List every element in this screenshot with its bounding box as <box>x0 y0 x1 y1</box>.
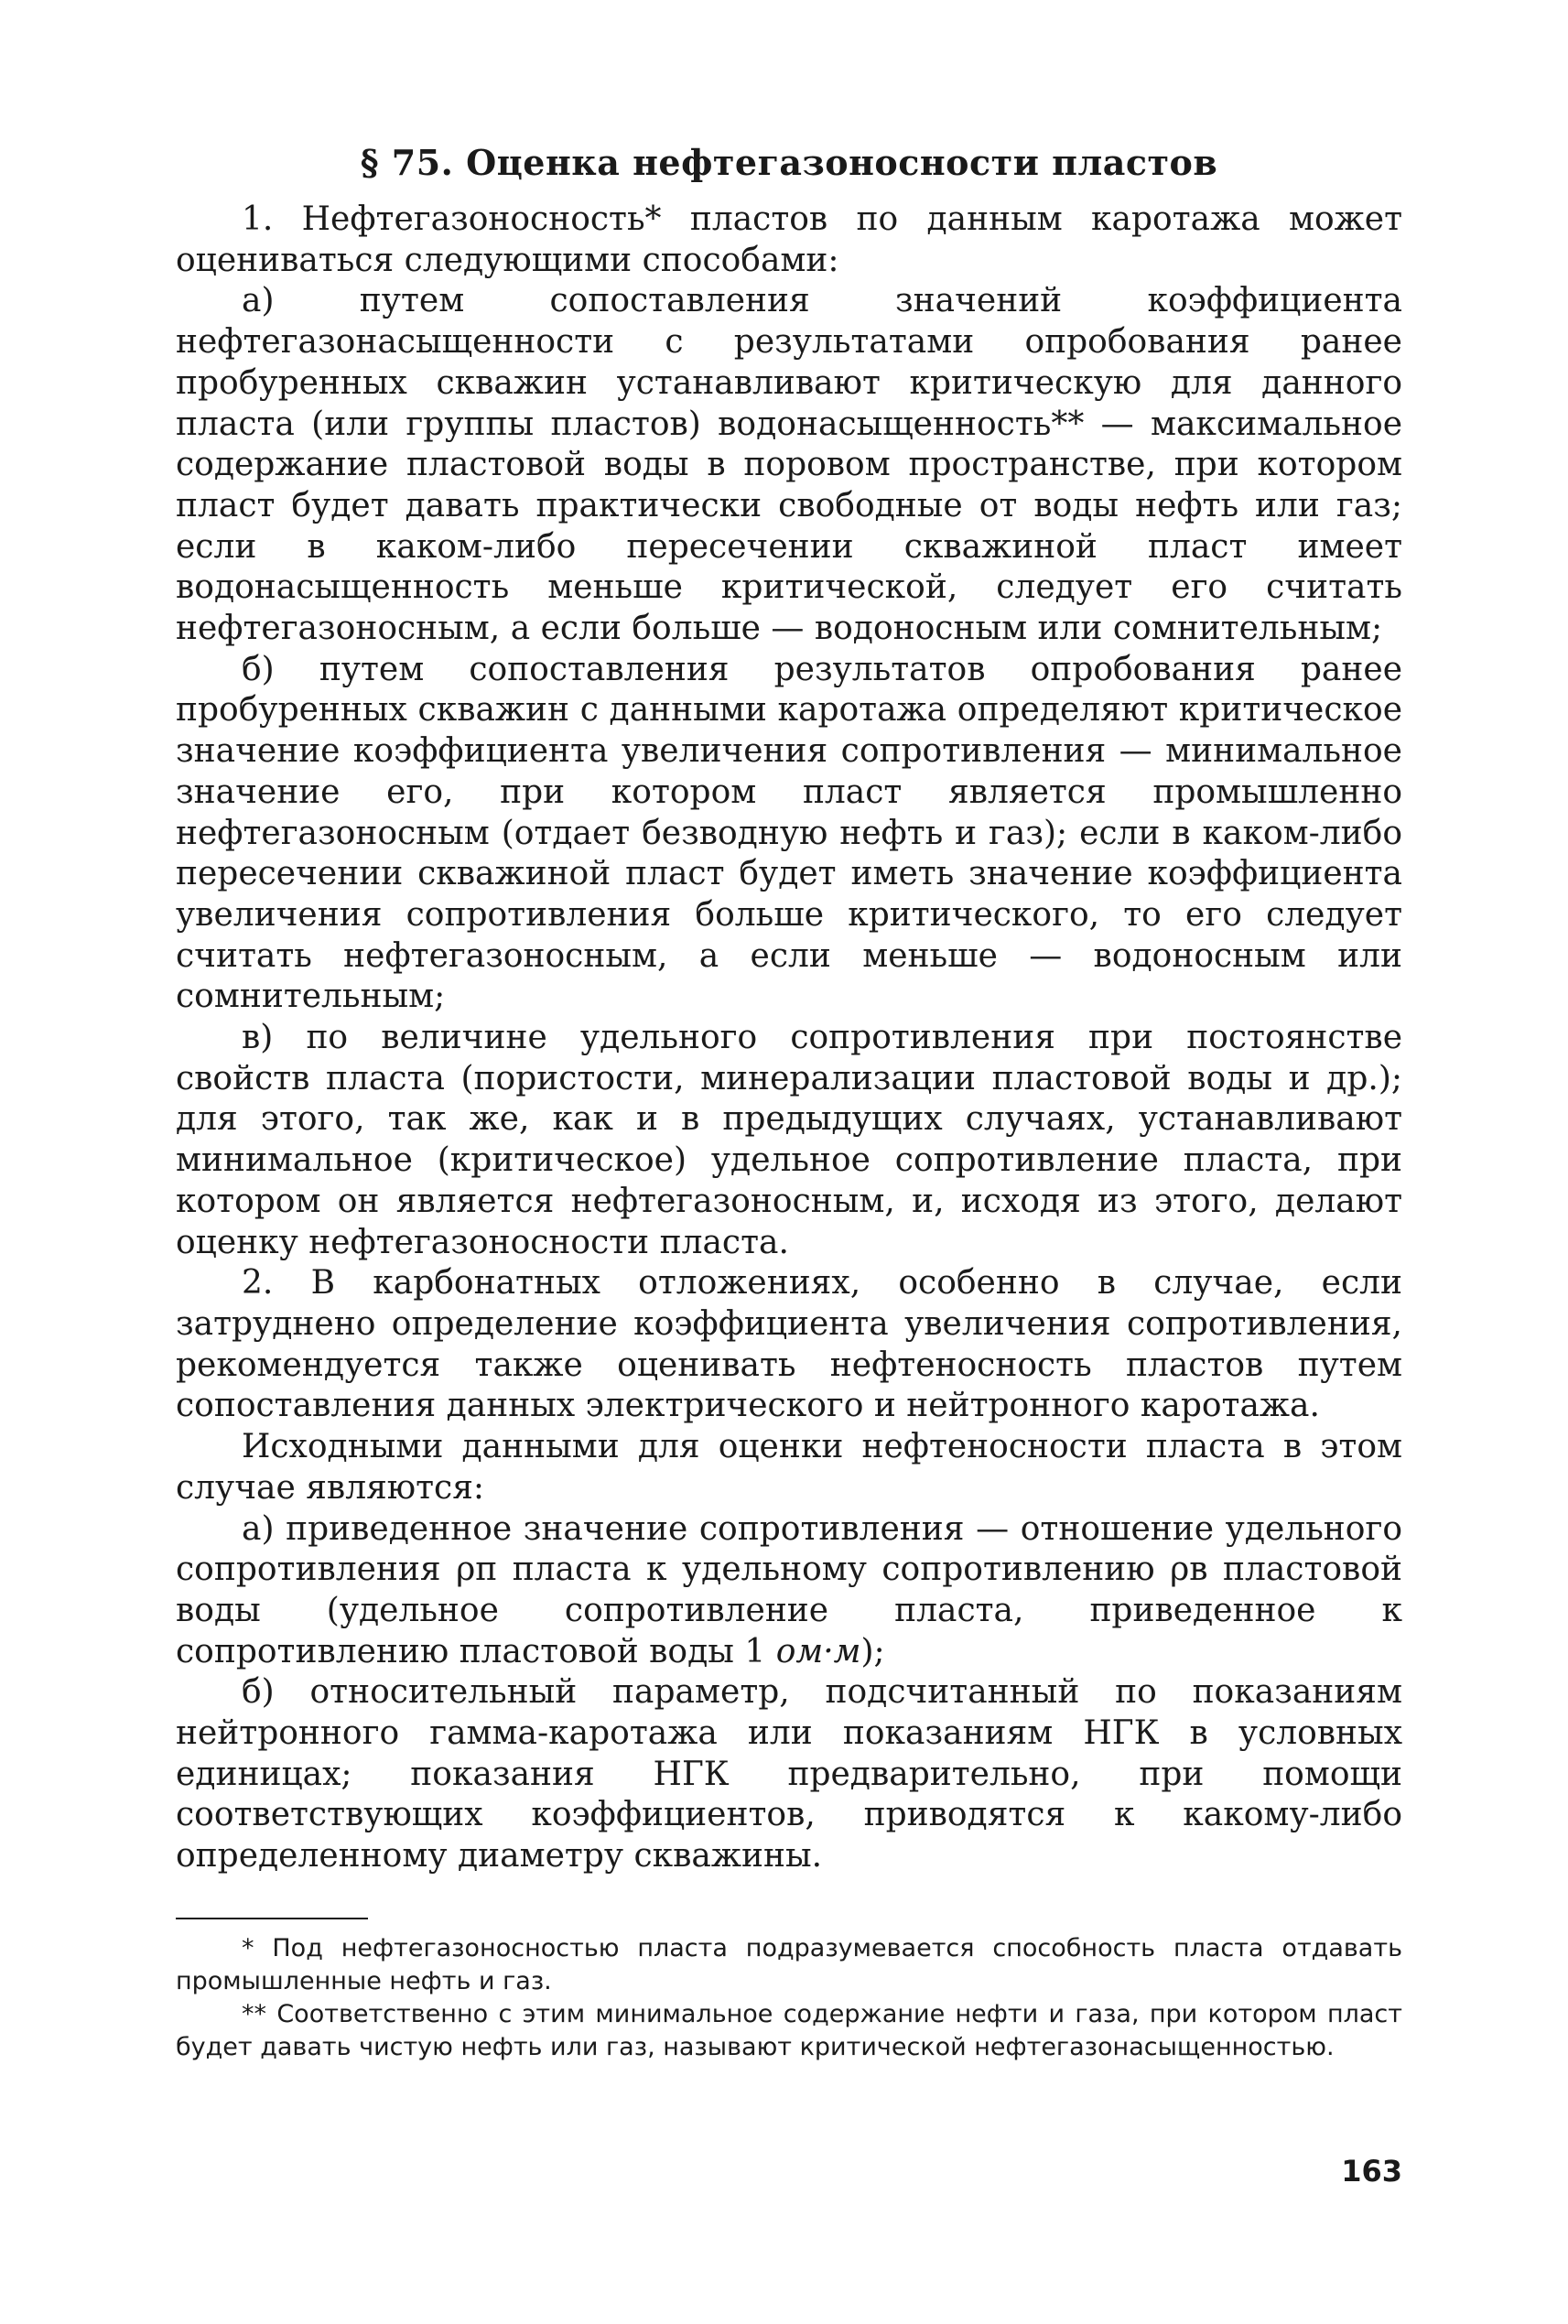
paragraph-2b: б) относительный параметр, подсчитанный по показаниям нейтронного гамма-каротажа или показаниям НГК в условных единицах; показания НГК предварительно, при помощи соответствующих коэффициентов, приводятся к какому-либо определенному диаметру скважины. <box>176 1673 1402 1875</box>
para-2a-text-1: а) приведенное значение сопротивления — отношение удельного сопротивления <box>176 1509 1402 1589</box>
para-2a-text-2: пласта к удельному сопротивлению <box>497 1551 1171 1589</box>
paragraph-1v: в) по величине удельного сопротивления при постоянстве свойств пласта (пористости, минерализации пластовой воды и др.); для этого, так же, как и в предыдущих случаях, устанавливают минимальное (критическое) удельное сопротивление пласта, при котором он является нефтегазоносным, и, исходя из этого, делают оценку нефтегазоносности пласта. <box>176 1019 1402 1261</box>
rho-p-symbol: ρп <box>456 1551 498 1589</box>
para-2a-text-3: пластовой воды (удельное сопротивление пласта, приведенное к сопротивлению пластовой воды 1 <box>176 1551 1402 1670</box>
paragraph-2a <box>176 1509 1402 1673</box>
section-title: § 75. Оценка нефтегазоносности пластов <box>360 142 1218 183</box>
footnote-1: * Под нефтегазоносностью пласта подразумевается способность пласта отдавать промышленные нефть и газ. <box>176 1933 1402 1995</box>
paragraph-1a: а) путем сопоставления значений коэффициента нефтегазонасыщенности с результатами опробования ранее пробуренных скважин устанавливают критическую для данного пласта (или группы пластов) водонасыщенность** — максимальное содержание пластовой воды в поровом пространстве, при котором пласт будет давать практически свободные от воды нефть или газ; если в каком-либо пересечении скважиной пласт имеет водонасыщенность меньше критической, следует его считать нефтегазоносным, а если больше — водоносным или сомнительным; <box>176 282 1402 648</box>
footnote-divider <box>176 1918 368 1919</box>
footnote-2: ** Соответственно с этим минимальное содержание нефти и газа, при котором пласт будет давать чистую нефть или газ, называют критической нефтегазонасыщенностью. <box>176 1999 1402 2061</box>
paragraph-1: 1. Нефтегазоносность* пластов по данным каротажа может оцениваться следующими способами: <box>176 200 1402 279</box>
footnotes <box>176 1932 1402 2064</box>
rho-v-symbol: ρв <box>1170 1551 1208 1589</box>
page-content <box>176 137 1402 2064</box>
page-number: 163 <box>1341 2154 1402 2189</box>
unit-ohm-m: ом·м <box>775 1632 861 1670</box>
para-2a-text-4: ); <box>860 1632 885 1670</box>
paragraph-2: 2. В карбонатных отложениях, особенно в случае, если затруднено определение коэффициента увеличения сопротивления, рекомендуется также оценивать нефтеносность пластов путем сопоставления данных электрического и нейтронного каротажа. <box>176 1264 1402 1425</box>
main-text <box>176 200 1402 1877</box>
paragraph-1b: б) путем сопоставления результатов опробования ранее пробуренных скважин с данными каротажа определяют критическое значение коэффициента увеличения сопротивления — минимальное значение его, при котором пласт является промышленно нефтегазоносным (отдает безводную нефть и газ); если в каком-либо пересечении скважиной пласт будет иметь значение коэффициента увеличения сопротивления больше критического, то его следует считать нефтегазоносным, а если меньше — водоносным или сомнительным; <box>176 650 1402 1016</box>
paragraph-source-data: Исходными данными для оценки нефтеносности пласта в этом случае являются: <box>176 1428 1402 1507</box>
